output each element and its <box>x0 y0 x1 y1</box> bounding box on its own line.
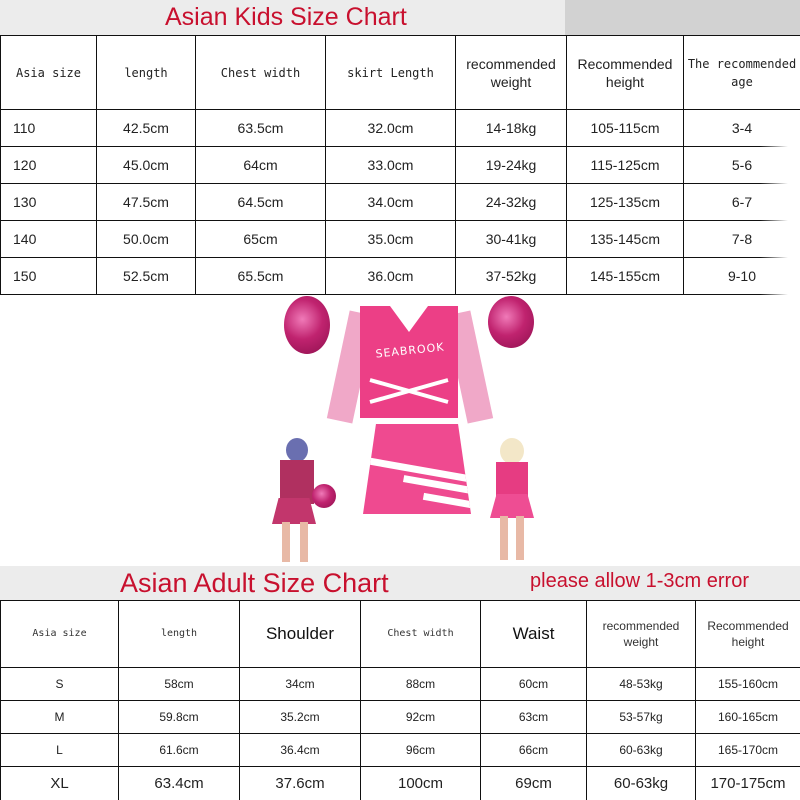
table-cell: 69cm <box>481 767 587 800</box>
table-cell: 37.6cm <box>240 767 361 800</box>
table-cell: 34.0cm <box>326 184 456 221</box>
table-cell: 45.0cm <box>97 147 196 184</box>
table-cell: 160-165cm <box>696 701 800 734</box>
table-cell: 63.5cm <box>196 110 326 147</box>
table-cell: 35.0cm <box>326 221 456 258</box>
table-cell: 3-4 <box>684 110 800 147</box>
product-image <box>250 292 550 567</box>
table-cell: 64.5cm <box>196 184 326 221</box>
table-cell: 47.5cm <box>97 184 196 221</box>
table-cell: 61.6cm <box>119 734 240 767</box>
table-cell: 125-135cm <box>567 184 684 221</box>
kids-header-row <box>1 36 800 110</box>
model-figure-right <box>482 438 546 566</box>
model-leg <box>300 522 308 562</box>
table-cell: 63.4cm <box>119 767 240 800</box>
model-leg <box>516 516 524 560</box>
adult-header-chest-width: Chest width <box>361 601 481 668</box>
table-cell: 42.5cm <box>97 110 196 147</box>
table-row <box>1 701 800 734</box>
table-cell: 48-53kg <box>587 668 696 701</box>
adult-chart-title: Asian Adult Size Chart <box>120 568 389 598</box>
kids-size-table <box>0 35 800 295</box>
table-cell: 37-52kg <box>456 258 567 295</box>
kids-header-age: The recommended age <box>684 36 800 110</box>
table-row <box>1 668 800 701</box>
table-cell: M <box>1 701 119 734</box>
skirt-stripe <box>403 475 483 496</box>
table-cell: S <box>1 668 119 701</box>
table-cell: 92cm <box>361 701 481 734</box>
model-skirt <box>490 494 534 518</box>
adult-header-height: Recommended height <box>696 601 800 668</box>
table-cell: 5-6 <box>684 147 800 184</box>
kids-header-chest-width: Chest width <box>196 36 326 110</box>
pompom-right <box>488 296 534 348</box>
table-row <box>1 184 800 221</box>
table-cell: 50.0cm <box>97 221 196 258</box>
table-cell: 6-7 <box>684 184 800 221</box>
table-cell: 60cm <box>481 668 587 701</box>
table-row <box>1 110 800 147</box>
table-row <box>1 734 800 767</box>
table-row <box>1 221 800 258</box>
kids-header-height: Recommended height <box>567 36 684 110</box>
table-cell: 53-57kg <box>587 701 696 734</box>
table-cell: 105-115cm <box>567 110 684 147</box>
kids-chart-title: Asian Kids Size Chart <box>165 3 407 31</box>
model-torso <box>496 462 528 498</box>
table-cell: 135-145cm <box>567 221 684 258</box>
table-cell: 140 <box>1 221 97 258</box>
model-head <box>286 438 308 462</box>
table-cell: 150 <box>1 258 97 295</box>
shirt-cross-straps <box>366 376 452 406</box>
table-cell: 59.8cm <box>119 701 240 734</box>
model-torso <box>280 460 314 504</box>
kids-title-bar-shade <box>565 0 800 35</box>
table-cell: 60-63kg <box>587 734 696 767</box>
adult-header-weight: recommended weight <box>587 601 696 668</box>
table-cell: 165-170cm <box>696 734 800 767</box>
table-cell: 60-63kg <box>587 767 696 800</box>
adult-header-length: length <box>119 601 240 668</box>
table-cell: 155-160cm <box>696 668 800 701</box>
table-cell: 63cm <box>481 701 587 734</box>
kids-header-length: length <box>97 36 196 110</box>
table-cell: 33.0cm <box>326 147 456 184</box>
shirt-lettering: SEABROOK <box>374 340 446 361</box>
pompom <box>312 484 336 508</box>
table-cell: 64cm <box>196 147 326 184</box>
table-cell: 66cm <box>481 734 587 767</box>
table-cell: 35.2cm <box>240 701 361 734</box>
kids-header-asia-size: Asia size <box>1 36 97 110</box>
adult-size-table <box>0 600 800 800</box>
table-cell: 32.0cm <box>326 110 456 147</box>
model-head <box>500 438 524 464</box>
table-cell: 24-32kg <box>456 184 567 221</box>
pompom-left <box>284 296 330 354</box>
adult-header-asia-size: Asia size <box>1 601 119 668</box>
table-cell: 34cm <box>240 668 361 701</box>
table-cell: 115-125cm <box>567 147 684 184</box>
table-cell: 14-18kg <box>456 110 567 147</box>
model-figure-left <box>258 438 338 566</box>
table-row <box>1 147 800 184</box>
table-cell: 30-41kg <box>456 221 567 258</box>
cheer-skirt <box>363 424 471 514</box>
table-cell: L <box>1 734 119 767</box>
table-cell: XL <box>1 767 119 800</box>
table-cell: 58cm <box>119 668 240 701</box>
table-cell: 170-175cm <box>696 767 800 800</box>
model-skirt <box>272 498 316 524</box>
table-cell: 100cm <box>361 767 481 800</box>
adult-header-shoulder: Shoulder <box>240 601 361 668</box>
table-cell: 65cm <box>196 221 326 258</box>
table-cell: 120 <box>1 147 97 184</box>
table-row <box>1 258 800 295</box>
table-cell: 88cm <box>361 668 481 701</box>
table-cell: 130 <box>1 184 97 221</box>
table-cell: 36.0cm <box>326 258 456 295</box>
table-cell: 65.5cm <box>196 258 326 295</box>
error-note: please allow 1-3cm error <box>530 570 749 592</box>
kids-header-weight: recommended weight <box>456 36 567 110</box>
kids-header-skirt-length: skirt Length <box>326 36 456 110</box>
model-leg <box>500 516 508 560</box>
table-cell: 52.5cm <box>97 258 196 295</box>
table-cell: 36.4cm <box>240 734 361 767</box>
skirt-stripe <box>423 493 483 510</box>
table-cell: 19-24kg <box>456 147 567 184</box>
adult-header-row <box>1 601 800 668</box>
fade-overlay <box>760 110 800 300</box>
adult-header-waist: Waist <box>481 601 587 668</box>
table-cell: 7-8 <box>684 221 800 258</box>
table-cell: 9-10 <box>684 258 800 295</box>
table-row <box>1 767 800 800</box>
table-cell: 96cm <box>361 734 481 767</box>
model-leg <box>282 522 290 562</box>
table-cell: 110 <box>1 110 97 147</box>
table-cell: 145-155cm <box>567 258 684 295</box>
